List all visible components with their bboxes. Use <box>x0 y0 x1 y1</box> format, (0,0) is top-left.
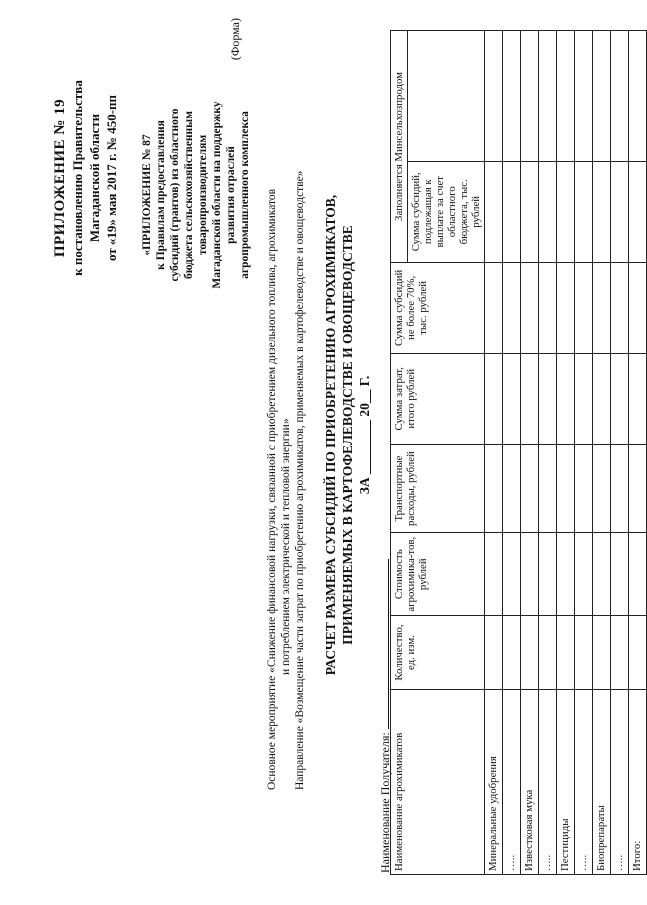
table-cell <box>629 353 647 444</box>
table-cell <box>593 161 611 262</box>
doc-title-line-2: ПРИМЕНЯЕМЫХ В КАРТОФЕЛЕВОДСТВЕ И ОВОЩЕВОДСТВЕ <box>340 225 355 645</box>
table-cell <box>557 262 575 353</box>
col-header-subsidy: Сумма субсидий не более 70%, тыс. рублей <box>391 262 485 353</box>
measure-line-1: Основное мероприятие «Снижение финансовой нагрузки, связанной с приобретением дизельного топлива, агрохимикатов <box>266 188 278 790</box>
appendix-line: бюджета сельскохозяйственным <box>183 111 195 279</box>
table-row <box>539 31 557 875</box>
table-cell <box>593 615 611 689</box>
form-label: (Форма) <box>228 18 242 61</box>
table-cell <box>575 444 593 533</box>
table-cell <box>485 353 503 444</box>
table-cell <box>503 533 521 616</box>
table-body <box>485 31 647 875</box>
recipient-blank <box>376 559 389 729</box>
col-header-cost: Стоимость агрохимика-тов, рублей <box>391 533 485 616</box>
table-cell <box>629 444 647 533</box>
table-cell <box>503 161 521 262</box>
table-cell <box>521 31 539 162</box>
table-cell <box>575 615 593 689</box>
row-label: Биопрепараты <box>593 690 611 875</box>
table-cell <box>503 31 521 162</box>
table-cell <box>521 353 539 444</box>
table-cell <box>503 615 521 689</box>
row-label: ….. <box>575 690 593 875</box>
appendix-line: Магаданской области на поддержку <box>211 101 223 289</box>
table-row <box>629 31 647 875</box>
table-cell <box>521 615 539 689</box>
table-cell <box>575 31 593 162</box>
header-line-4: от «19» мая 2017 г. № 450-пп <box>104 94 119 262</box>
row-label: ….. <box>611 690 629 875</box>
table-cell <box>485 31 503 162</box>
table-cell <box>539 444 557 533</box>
col-header-total: Сумма затрат, итого рублей <box>391 353 485 444</box>
header-title: ПРИЛОЖЕНИЕ № 19 <box>52 98 68 258</box>
table-cell <box>521 444 539 533</box>
table-cell <box>539 161 557 262</box>
table-cell <box>485 615 503 689</box>
table-row <box>611 31 629 875</box>
appendix-line: «ПРИЛОЖЕНИЕ № 87 <box>141 134 153 256</box>
table-row <box>557 31 575 875</box>
row-label: ….. <box>539 690 557 875</box>
table-cell <box>557 353 575 444</box>
header-block <box>52 28 120 328</box>
table-cell <box>485 262 503 353</box>
table-cell <box>575 262 593 353</box>
table-cell <box>593 262 611 353</box>
table-cell <box>557 31 575 162</box>
table-row <box>485 31 503 875</box>
table-cell <box>503 262 521 353</box>
measure-block <box>265 140 307 790</box>
table-cell <box>611 533 629 616</box>
table-cell <box>575 533 593 616</box>
measure-line-3: Направление «Возмещение части затрат по приобретению агрохимикатов, применяемых в картофелеводстве и овощеводстве» <box>294 170 306 790</box>
col-header-empty <box>408 31 485 162</box>
header-line-2: к постановлению Правительства <box>70 80 85 276</box>
table-cell <box>575 161 593 262</box>
table-cell <box>611 444 629 533</box>
table-cell <box>611 262 629 353</box>
measure-line-2: и потреблением электрической и тепловой энергии» <box>280 418 292 675</box>
table-cell <box>611 353 629 444</box>
col-header-filled-by: Заполняется Минсельхозпродом <box>391 31 408 263</box>
appendix-line: к Правилам предоставления <box>155 120 167 270</box>
table-cell <box>611 161 629 262</box>
row-label: Итого: <box>629 690 647 875</box>
table-cell <box>611 615 629 689</box>
table-cell <box>521 161 539 262</box>
table-cell <box>593 533 611 616</box>
table-cell <box>593 444 611 533</box>
table-cell <box>629 262 647 353</box>
appendix-line: агропромышленного комплекса <box>239 111 251 279</box>
table-row <box>503 31 521 875</box>
table-cell <box>557 444 575 533</box>
table-cell <box>629 533 647 616</box>
table-cell <box>557 533 575 616</box>
appendix-line: субсидий (грантов) из областного <box>169 108 181 282</box>
table-cell <box>575 353 593 444</box>
table-cell <box>629 161 647 262</box>
table-cell <box>503 444 521 533</box>
col-header-qty: Количество, ед. изм. <box>391 615 485 689</box>
appendix-block <box>140 80 252 310</box>
table-row <box>521 31 539 875</box>
table-cell <box>539 353 557 444</box>
table-row <box>575 31 593 875</box>
doc-title <box>322 125 373 745</box>
row-label: Минеральные удобрения <box>485 690 503 875</box>
table-cell <box>503 353 521 444</box>
table-cell <box>629 615 647 689</box>
table-cell <box>521 262 539 353</box>
header-line-3: Магаданской области <box>87 113 102 243</box>
table-cell <box>557 615 575 689</box>
table-cell <box>629 31 647 162</box>
row-label: Известковая мука <box>521 690 539 875</box>
appendix-line: товаропроизводителям <box>197 134 209 256</box>
doc-title-line-1: РАСЧЕТ РАЗМЕРА СУБСИДИЙ ПО ПРИОБРЕТЕНИЮ АГРОХИМИКАТОВ, <box>323 194 338 676</box>
appendix-line: развития отраслей <box>225 146 237 244</box>
table-cell <box>485 444 503 533</box>
col-header-transport: Транспортные расходы, рублей <box>391 444 485 533</box>
table-cell <box>539 615 557 689</box>
row-label: Пестициды <box>557 690 575 875</box>
table-cell <box>593 31 611 162</box>
table-cell <box>485 533 503 616</box>
subsidy-table <box>390 30 647 875</box>
table-cell <box>593 353 611 444</box>
table-cell <box>611 31 629 162</box>
table-cell <box>539 533 557 616</box>
table-cell <box>485 161 503 262</box>
recipient-label: Наименование Получателя: <box>378 732 392 873</box>
table-cell <box>539 31 557 162</box>
col-header-subsidy-due: Сумма субсидий, подлежащая к выплате за счет областного бюджета, тыс. рублей <box>408 161 485 262</box>
table-cell <box>557 161 575 262</box>
col-header-name: Наименование агрохимикатов <box>391 690 485 875</box>
table-row <box>593 31 611 875</box>
table-cell <box>521 533 539 616</box>
table-cell <box>539 262 557 353</box>
table-header-row <box>391 31 408 875</box>
doc-title-line-3: ЗА ________ 20__ Г. <box>357 375 372 495</box>
row-label: ….. <box>503 690 521 875</box>
